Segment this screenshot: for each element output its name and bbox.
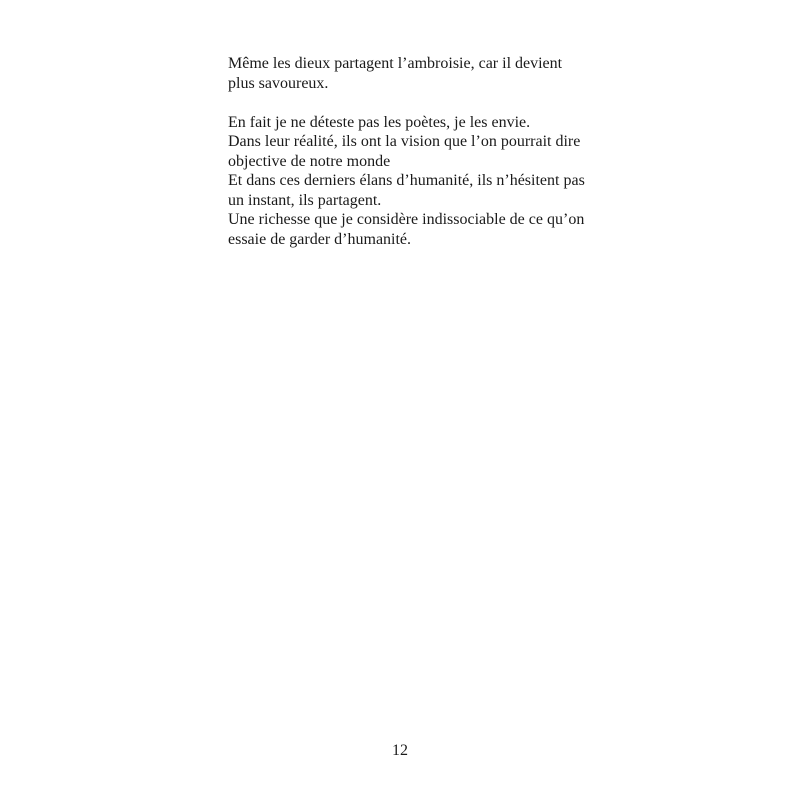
paragraph-1	[228, 54, 608, 93]
text-line: Même les dieux partagent l’ambroisie, car il devient	[228, 55, 563, 72]
text-line: objective de notre monde	[228, 152, 391, 170]
text-line: un instant, ils partagent.	[228, 191, 382, 209]
text-line: Et dans ces derniers élans d’humanité, ils n’hésitent pas	[228, 172, 585, 189]
text-line: essaie de garder d’humanité.	[228, 230, 412, 248]
paragraph-spacer	[228, 93, 608, 113]
text-line: Dans leur réalité, ils ont la vision que l’on pourrait dire	[228, 133, 581, 150]
text-line: Une richesse que je considère indissociable de ce qu’on	[228, 211, 585, 228]
paragraph-2	[228, 113, 608, 250]
text-line: En fait je ne déteste pas les poètes, je les envie.	[228, 113, 531, 131]
page-number: 12	[392, 742, 408, 759]
body-text	[228, 54, 608, 249]
text-line: plus savoureux.	[228, 74, 329, 92]
